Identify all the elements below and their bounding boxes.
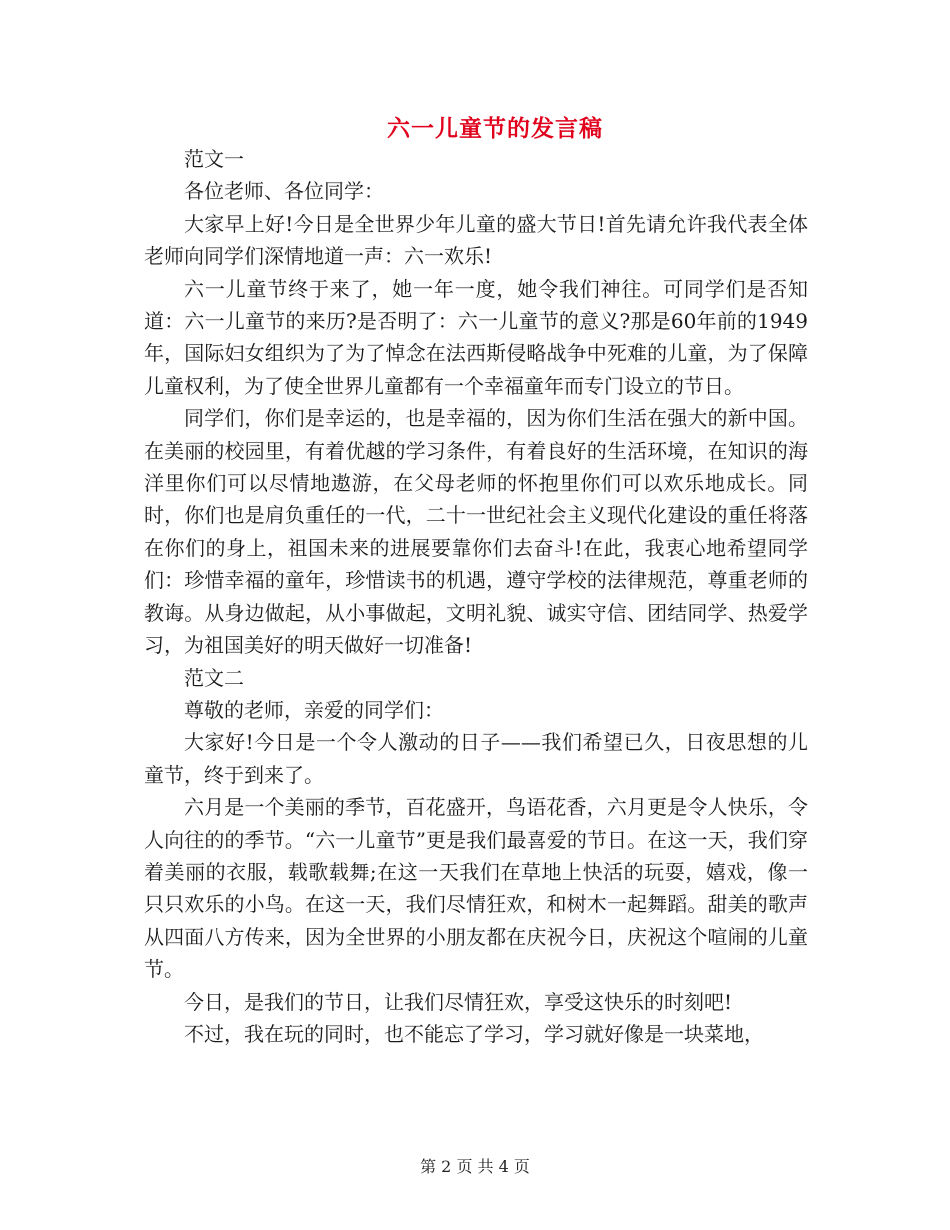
document-title: 六一儿童节的发言稿 <box>387 116 603 142</box>
paragraph: 六一儿童节终于来了，她一年一度，她令我们神往。可同学们是否知道：六一儿童节的来历?是否明了：六一儿童节的意义?那是60年前的1949年，国际妇女组织为了为了悼念在法西斯侵略战争中死难的儿童，为了保障儿童权利，为了使全世界儿童都有一个幸福童年而专门设立的节日。 <box>144 276 808 398</box>
paragraph: 六月是一个美丽的季节，百花盛开，鸟语花香，六月更是令人快乐，令人向往的的季节。“六一儿童节”更是我们最喜爱的节日。在这一天，我们穿着美丽的衣服，载歌载舞;在这一天我们在草地上快活的玩耍，嬉戏，像一只只欢乐的小鸟。在这一天，我们尽情狂欢，和树木一起舞蹈。甜美的歌声从四面八方传来，因为全世界的小朋友都在庆祝今日，庆祝这个喧闹的儿童节。 <box>144 795 808 982</box>
paragraph: 同学们，你们是幸运的，也是幸福的，因为你们生活在强大的新中国。在美丽的校园里，有着优越的学习条件，有着良好的生活环境，在知识的海洋里你们可以尽情地遨游，在父母老师的怀抱里你们可以欢乐地成长。同时，你们也是肩负重任的一代，二十一世纪社会主义现代化建设的重任将落在你们的身上，祖国未来的进展要靠你们去奋斗!在此，我衷心地希望同学们：珍惜幸福的童年，珍惜读书的机遇，遵守学校的法律规范，尊重老师的教诲。从身边做起，从小事做起，文明礼貌、诚实守信、团结同学、热爱学习，为祖国美好的明天做好一切准备! <box>144 406 808 658</box>
paragraph: 不过，我在玩的同时，也不能忘了学习，学习就好像是一块菜地， <box>184 1021 764 1046</box>
paragraph: 今日，是我们的节日，让我们尽情狂欢，享受这快乐的时刻吧! <box>184 989 733 1014</box>
paragraph: 大家好!今日是一个令人激动的日子——我们希望已久，日夜思想的儿童节，终于到来了。 <box>144 730 808 787</box>
paragraph: 各位老师、各位同学： <box>184 179 384 204</box>
paragraph: 范文二 <box>184 665 244 690</box>
paragraph: 尊敬的老师，亲爱的同学们： <box>184 697 444 722</box>
paragraph: 范文一 <box>184 147 244 171</box>
paragraph: 大家早上好!今日是全世界少年儿童的盛大节日!首先请允许我代表全体老师向同学们深情地道一声：六一欢乐! <box>144 211 808 269</box>
document-body <box>144 143 808 1050</box>
page-footer: 第 2 页 共 4 页 <box>420 1157 530 1176</box>
